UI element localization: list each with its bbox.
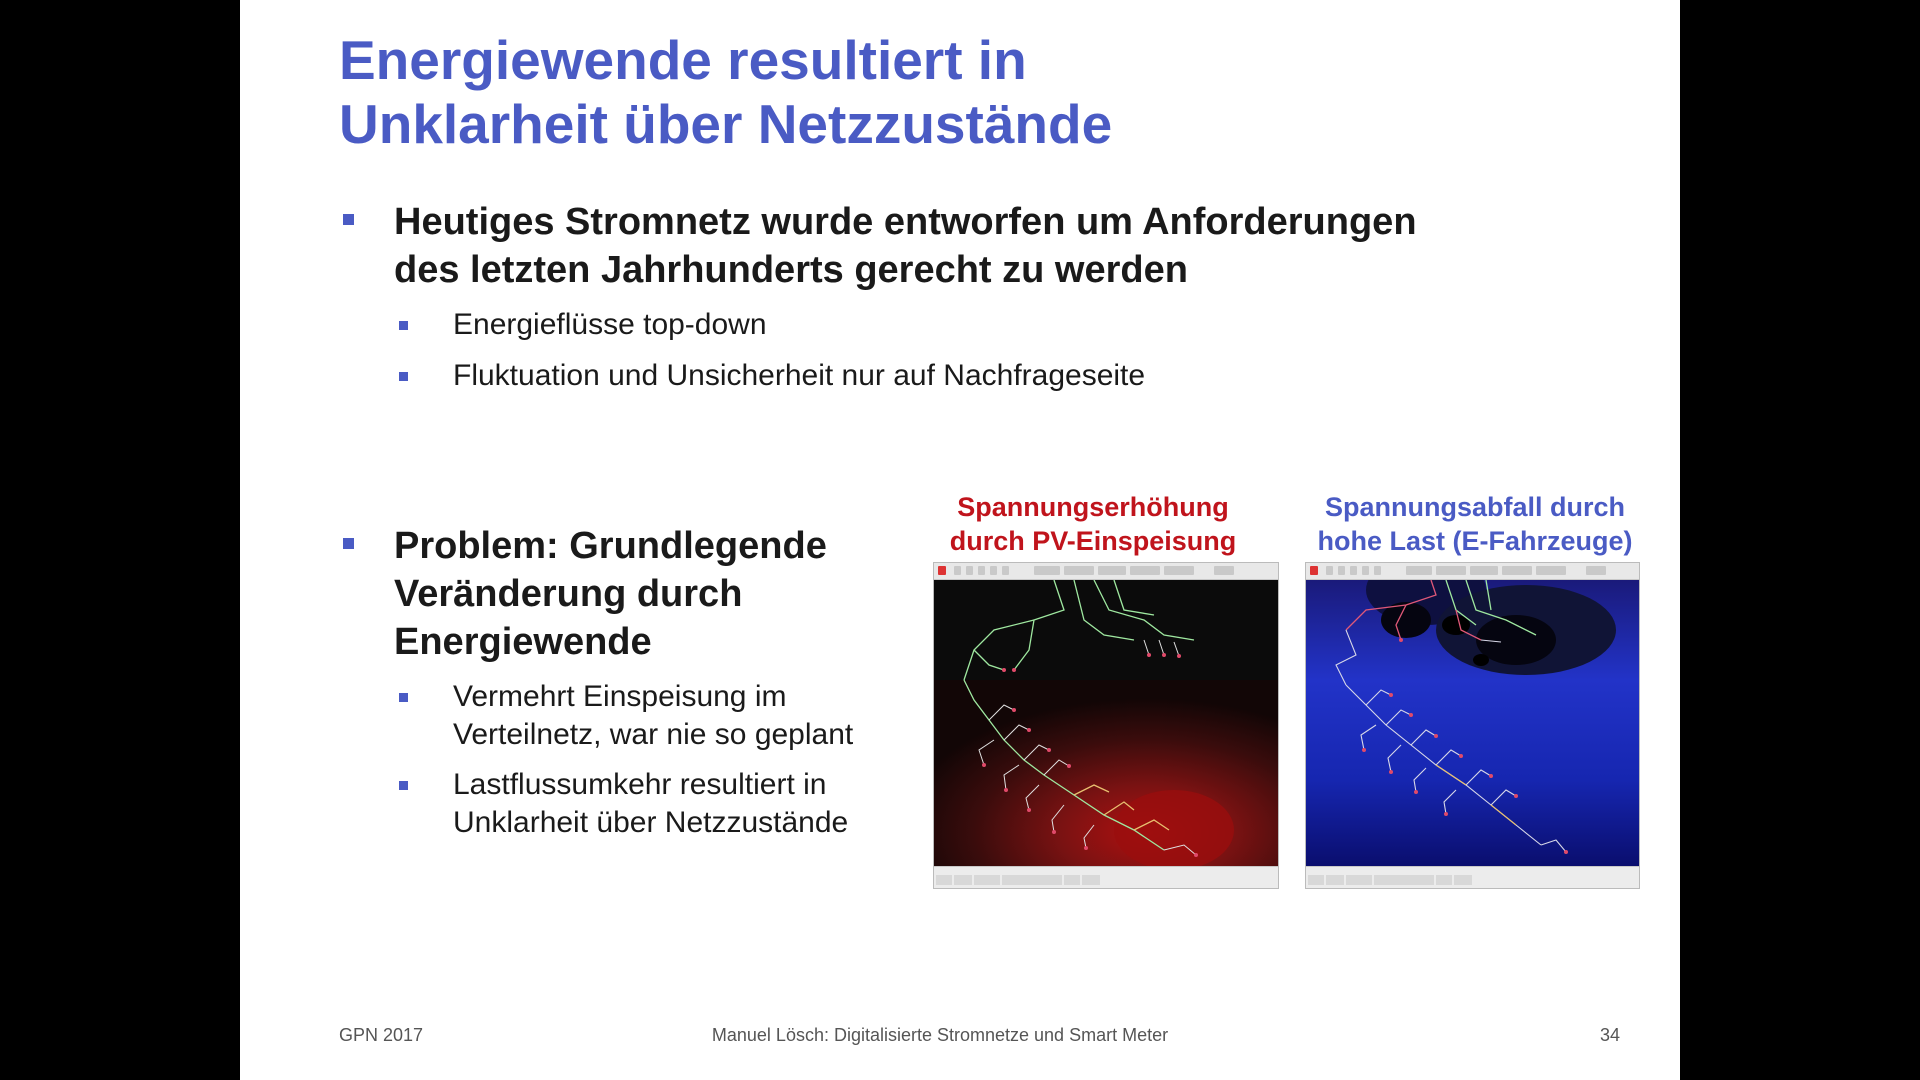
bullet-problem: [339, 522, 899, 666]
bullet-marker: [399, 321, 408, 330]
bullet-marker: [399, 372, 408, 381]
sub-bullet-text-line-2: Unklarheit über Netzzustände: [453, 806, 849, 839]
footer-event: GPN 2017: [339, 1025, 424, 1045]
sub-bullet-text: Energieflüsse top-down: [453, 308, 767, 341]
sub-bullet-text-line-2: Verteilnetz, war nie so geplant: [453, 718, 854, 751]
caption-line-2: durch PV-Einspeisung: [949, 526, 1237, 556]
bullet-problem-line-1: Problem: Grundlegende: [394, 525, 827, 567]
bullet-problem-line-3: Energiewende: [394, 621, 652, 663]
caption-line-1: Spannungsabfall durch: [1324, 492, 1626, 522]
caption-spannungserhoehung: [920, 490, 1266, 558]
slide: [240, 0, 1680, 1080]
bullet-stromnetz-line-1: Heutiges Stromnetz wurde entworfen um Anforderungen: [394, 201, 1417, 243]
bullet-marker: [399, 781, 408, 790]
statusbar: [934, 866, 1278, 888]
bullet-stromnetz: [339, 198, 1539, 294]
sub-bullet-text-line-1: Vermehrt Einspeisung im: [453, 680, 787, 713]
title-line-2: Unklarheit über Netzzustände: [339, 93, 1113, 155]
bullet-stromnetz-line-2: des letzten Jahrhunderts gerecht zu werden: [394, 249, 1188, 291]
footer-author-title: Manuel Lösch: Digitalisierte Stromnetze und Smart Meter: [711, 1025, 1169, 1045]
heatmap-red-svg: [934, 580, 1278, 866]
caption-line-2: hohe Last (E-Fahrzeuge): [1317, 526, 1633, 556]
sub-bullet-text-line-1: Lastflussumkehr resultiert in: [453, 768, 827, 801]
title-line-1: Energiewende resultiert in: [339, 29, 1027, 91]
caption-line-1: Spannungserhöhung: [957, 492, 1229, 522]
bullet-marker: [343, 214, 354, 225]
heatmap-blue-svg: [1306, 580, 1639, 866]
screenshot-pv-einspeisung: [933, 562, 1279, 889]
bullet-problem-line-2: Veränderung durch: [394, 573, 743, 615]
statusbar: [1306, 866, 1639, 888]
slide-title: [339, 28, 1619, 156]
toolbar: [1306, 563, 1639, 580]
heatmap-canvas: [934, 580, 1278, 866]
bullet-marker: [343, 538, 354, 549]
page-number: 34: [1599, 1025, 1620, 1045]
bullet-marker: [399, 693, 408, 702]
caption-spannungsabfall: [1292, 490, 1658, 558]
toolbar: [934, 563, 1278, 580]
sub-bullet-text: Fluktuation und Unsicherheit nur auf Nachfrageseite: [453, 359, 1146, 392]
heatmap-canvas: [1306, 580, 1639, 866]
screenshot-e-fahrzeuge: [1305, 562, 1640, 889]
